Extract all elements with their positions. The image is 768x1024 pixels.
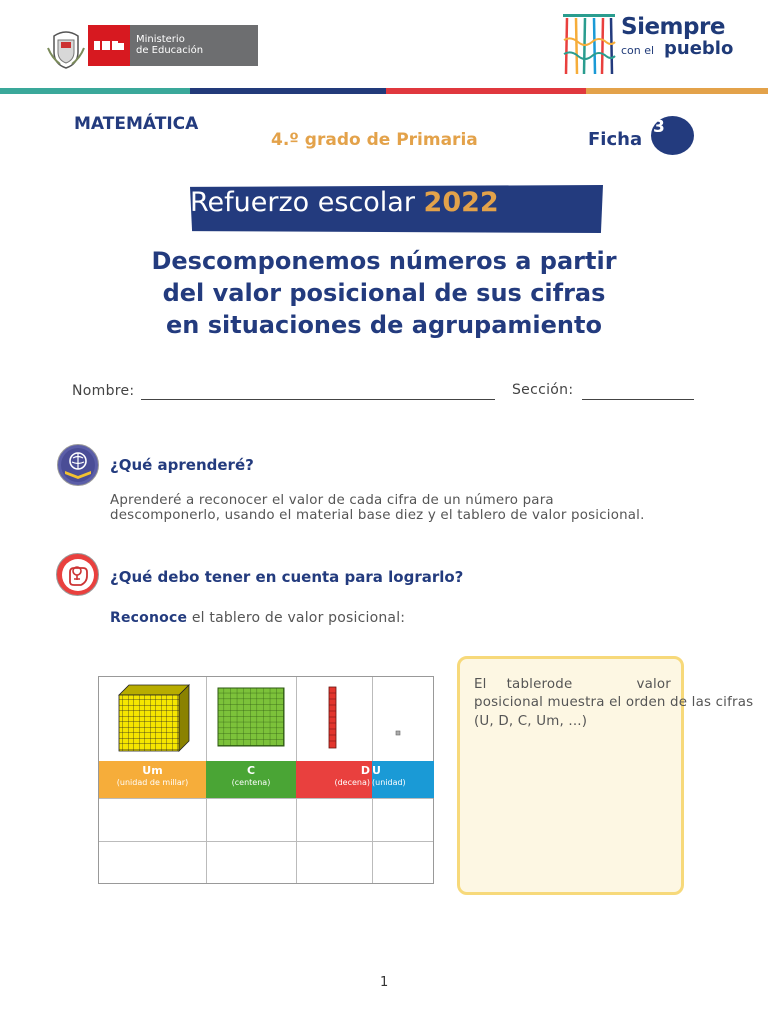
slogan-siempre: Siempre (621, 14, 725, 40)
header-c-name: (centena) (231, 778, 271, 787)
header-color-stripe (0, 88, 768, 94)
recognize-rest: el tablero de valor posicional: (187, 610, 406, 626)
table-divider (99, 798, 433, 799)
subject-label: MATEMÁTICA (74, 114, 199, 134)
ficha-label: Ficha (588, 129, 643, 150)
stripe-navy (190, 88, 386, 94)
brain-book-icon (56, 443, 100, 487)
keep-in-mind-heading: ¿Qué debo tener en cuenta para lograrlo? (110, 568, 464, 586)
title-line3: en situaciones de agrupamiento (166, 311, 602, 339)
stripe-red (386, 88, 586, 94)
title-line1: Descomponemos números a partir (151, 247, 617, 275)
section-label: Sección: (512, 382, 574, 398)
banner (190, 187, 499, 218)
ministry-line1: Ministerio (136, 34, 185, 45)
siempre-logo-bars-icon (561, 12, 617, 78)
header-d-name: (decena) (334, 778, 370, 787)
name-label: Nombre: (72, 383, 135, 399)
thousand-cube-icon (117, 683, 191, 753)
info-line1-b: tablerode (506, 677, 573, 692)
ministry-flag-icon (88, 25, 130, 66)
header-u-name: (unidad) (372, 778, 406, 787)
info-text (474, 676, 768, 731)
stripe-teal (0, 88, 190, 94)
header-u (372, 761, 434, 798)
learn-line1: Aprenderé a reconocer el valor de cada cifra de un número para (110, 493, 554, 508)
info-line1 (474, 676, 768, 694)
grade-label: 4.º grado de Primaria (271, 130, 478, 150)
banner-year: 2022 (423, 187, 499, 218)
info-line3: (U, D, C, Um, ...) (474, 714, 588, 729)
section-field[interactable] (582, 399, 694, 400)
header-um (99, 761, 206, 798)
info-line2: posicional muestra el orden de las cifras (474, 694, 754, 710)
coat-of-arms-icon (46, 28, 86, 70)
ministry-name (130, 25, 203, 66)
learn-heading: ¿Qué aprenderé? (110, 456, 254, 474)
learn-paragraph (110, 493, 740, 523)
ficha-number-badge: 3 (651, 116, 694, 155)
learn-line2: descomponerlo, usando el material base diez y el tablero de valor posicional. (110, 508, 645, 523)
table-divider (99, 841, 433, 842)
header-c-abbr: C (246, 764, 256, 777)
info-line1-c: valor (636, 677, 672, 692)
page-number: 1 (380, 975, 389, 990)
hundred-flat-icon (217, 687, 287, 749)
header-u-abbr: U (372, 764, 381, 777)
ten-rod-icon (328, 686, 338, 750)
ministry-logo (88, 25, 258, 66)
hand-idea-icon (55, 552, 100, 597)
header-c (206, 761, 296, 798)
banner-text: Refuerzo escolar (190, 187, 415, 218)
slogan-pueblo: pueblo (664, 38, 734, 59)
header-d (296, 761, 372, 798)
recognize-text (110, 610, 405, 626)
title-line2: del valor posicional de sus cifras (162, 279, 606, 307)
page-title (84, 245, 684, 341)
place-value-table (98, 676, 434, 884)
stripe-orange (586, 88, 768, 94)
info-line1-a: El (474, 677, 487, 692)
recognize-bold: Reconoce (110, 610, 188, 626)
slogan-con-el: con el (621, 44, 655, 57)
name-field[interactable] (141, 399, 495, 400)
header-um-abbr: Um (142, 764, 163, 777)
header-um-name: (unidad de millar) (116, 778, 189, 787)
unit-cube-icon (395, 729, 403, 737)
ministry-line2: de Educación (136, 45, 204, 56)
header-d-abbr: D (360, 764, 370, 777)
